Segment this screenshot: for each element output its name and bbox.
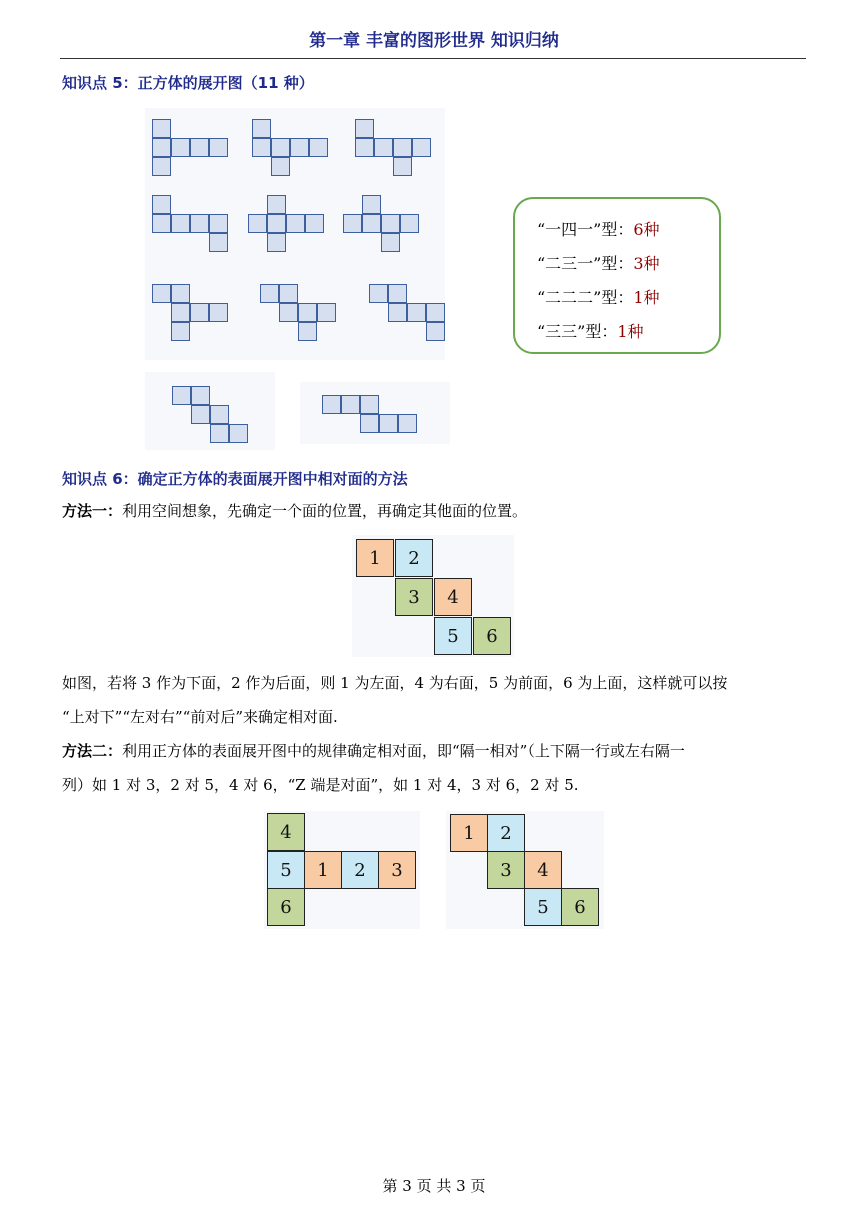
net-square <box>271 157 290 176</box>
net-square <box>374 138 393 157</box>
figure-1-face: 1 <box>356 539 394 577</box>
net-square <box>152 138 171 157</box>
net-square <box>229 424 248 443</box>
net-square <box>341 395 360 414</box>
figure-2-face: 1 <box>304 851 342 889</box>
figure-1-face: 4 <box>434 578 472 616</box>
summary-count: 1种 <box>617 322 644 341</box>
figure-3-face: 6 <box>561 888 599 926</box>
page-number-footer: 第 3 页 共 3 页 <box>382 1177 486 1195</box>
explanation-line-1: 如图，若将 3 作为下面，2 作为后面，则 1 为左面，4 为右面，5 为前面，6 为上面，这样就可以按 <box>62 674 728 692</box>
net-square <box>190 138 209 157</box>
net-square <box>379 414 398 433</box>
net-square <box>152 119 171 138</box>
net-square <box>426 303 445 322</box>
net-square <box>322 395 341 414</box>
net-square <box>388 284 407 303</box>
net-square <box>260 284 279 303</box>
net-square <box>152 157 171 176</box>
net-square <box>209 233 228 252</box>
method-1-text: 利用空间想象，先确定一个面的位置，再确定其他面的位置。 <box>122 502 528 520</box>
figure-3-face: 2 <box>487 814 525 852</box>
net-square <box>252 119 271 138</box>
figure-1-face: 3 <box>395 578 433 616</box>
method-1-label: 方法一： <box>62 502 123 520</box>
net-square <box>209 138 228 157</box>
net-square <box>381 233 400 252</box>
summary-count: 3种 <box>633 254 660 273</box>
net-square <box>360 414 379 433</box>
summary-count: 1种 <box>633 288 660 307</box>
net-square <box>355 138 374 157</box>
figure-3-face: 4 <box>524 851 562 889</box>
net-square <box>267 195 286 214</box>
summary-type: “一四一”型： <box>537 220 634 239</box>
summary-row <box>537 285 660 308</box>
net-square <box>286 214 305 233</box>
explanation-line-2: “上对下”“左对右”“前对后”来确定相对面. <box>62 708 338 726</box>
net-square <box>279 284 298 303</box>
page-header-title: 第一章 丰富的图形世界 知识归纳 <box>309 31 559 51</box>
summary-type: “二二二”型： <box>537 288 634 307</box>
net-square <box>190 303 209 322</box>
net-square <box>279 303 298 322</box>
figure-3-face: 5 <box>524 888 562 926</box>
figure-2-face: 2 <box>341 851 379 889</box>
net-square <box>426 322 445 341</box>
net-square <box>381 214 400 233</box>
net-square <box>210 405 229 424</box>
net-square <box>171 303 190 322</box>
section-6-heading: 知识点 6：确定正方体的表面展开图中相对面的方法 <box>62 470 408 488</box>
net-square <box>248 214 267 233</box>
method-2-text: 利用正方体的表面展开图中的规律确定相对面，即“隔一相对”（上下隔一行或左右隔一 <box>122 742 685 760</box>
net-square <box>309 138 328 157</box>
net-square <box>369 284 388 303</box>
method-2-paragraph-continued: 列）如 1 对 3，2 对 5，4 对 6，“Z 端是对面”，如 1 对 4，3 对 6，2 对 5. <box>62 776 579 794</box>
net-square <box>252 138 271 157</box>
net-square <box>267 233 286 252</box>
net-square <box>305 214 324 233</box>
figure-2-face: 5 <box>267 851 305 889</box>
summary-count: 6种 <box>633 220 660 239</box>
figure-2-face: 6 <box>267 888 305 926</box>
net-square <box>393 138 412 157</box>
net-square <box>400 214 419 233</box>
net-square <box>191 405 210 424</box>
net-square <box>152 284 171 303</box>
figure-1-face: 5 <box>434 617 472 655</box>
net-square <box>267 214 286 233</box>
net-square <box>298 322 317 341</box>
figure-1-face: 2 <box>395 539 433 577</box>
net-square <box>412 138 431 157</box>
summary-type: “三三”型： <box>537 322 618 341</box>
summary-row <box>537 251 660 274</box>
net-square <box>290 138 309 157</box>
net-square <box>171 214 190 233</box>
header-divider <box>60 58 806 59</box>
net-square <box>271 138 290 157</box>
net-square <box>171 284 190 303</box>
net-square <box>360 395 379 414</box>
net-square <box>317 303 336 322</box>
net-square <box>388 303 407 322</box>
net-square <box>343 214 362 233</box>
method-2-label: 方法二： <box>62 742 123 760</box>
figure-2-face: 3 <box>378 851 416 889</box>
net-square <box>298 303 317 322</box>
summary-type: “二三一”型： <box>537 254 634 273</box>
section-5-heading: 知识点 5：正方体的展开图（11 种） <box>62 74 314 92</box>
net-square <box>152 195 171 214</box>
net-square <box>190 214 209 233</box>
figure-2-face: 4 <box>267 813 305 851</box>
method-2-paragraph <box>62 734 808 768</box>
figure-1-face: 6 <box>473 617 511 655</box>
net-square <box>362 214 381 233</box>
net-square <box>393 157 412 176</box>
method-1-paragraph <box>62 494 808 528</box>
net-square <box>362 195 381 214</box>
summary-row <box>537 319 644 342</box>
net-square <box>209 303 228 322</box>
net-square <box>209 214 228 233</box>
net-square <box>171 322 190 341</box>
net-square <box>407 303 426 322</box>
net-square <box>355 119 374 138</box>
net-square <box>171 138 190 157</box>
net-square <box>210 424 229 443</box>
net-square <box>172 386 191 405</box>
figure-3-face: 3 <box>487 851 525 889</box>
figure-3-face: 1 <box>450 814 488 852</box>
net-square <box>191 386 210 405</box>
summary-row <box>537 217 660 240</box>
net-square <box>398 414 417 433</box>
net-types-summary-box <box>513 197 721 354</box>
net-square <box>152 214 171 233</box>
